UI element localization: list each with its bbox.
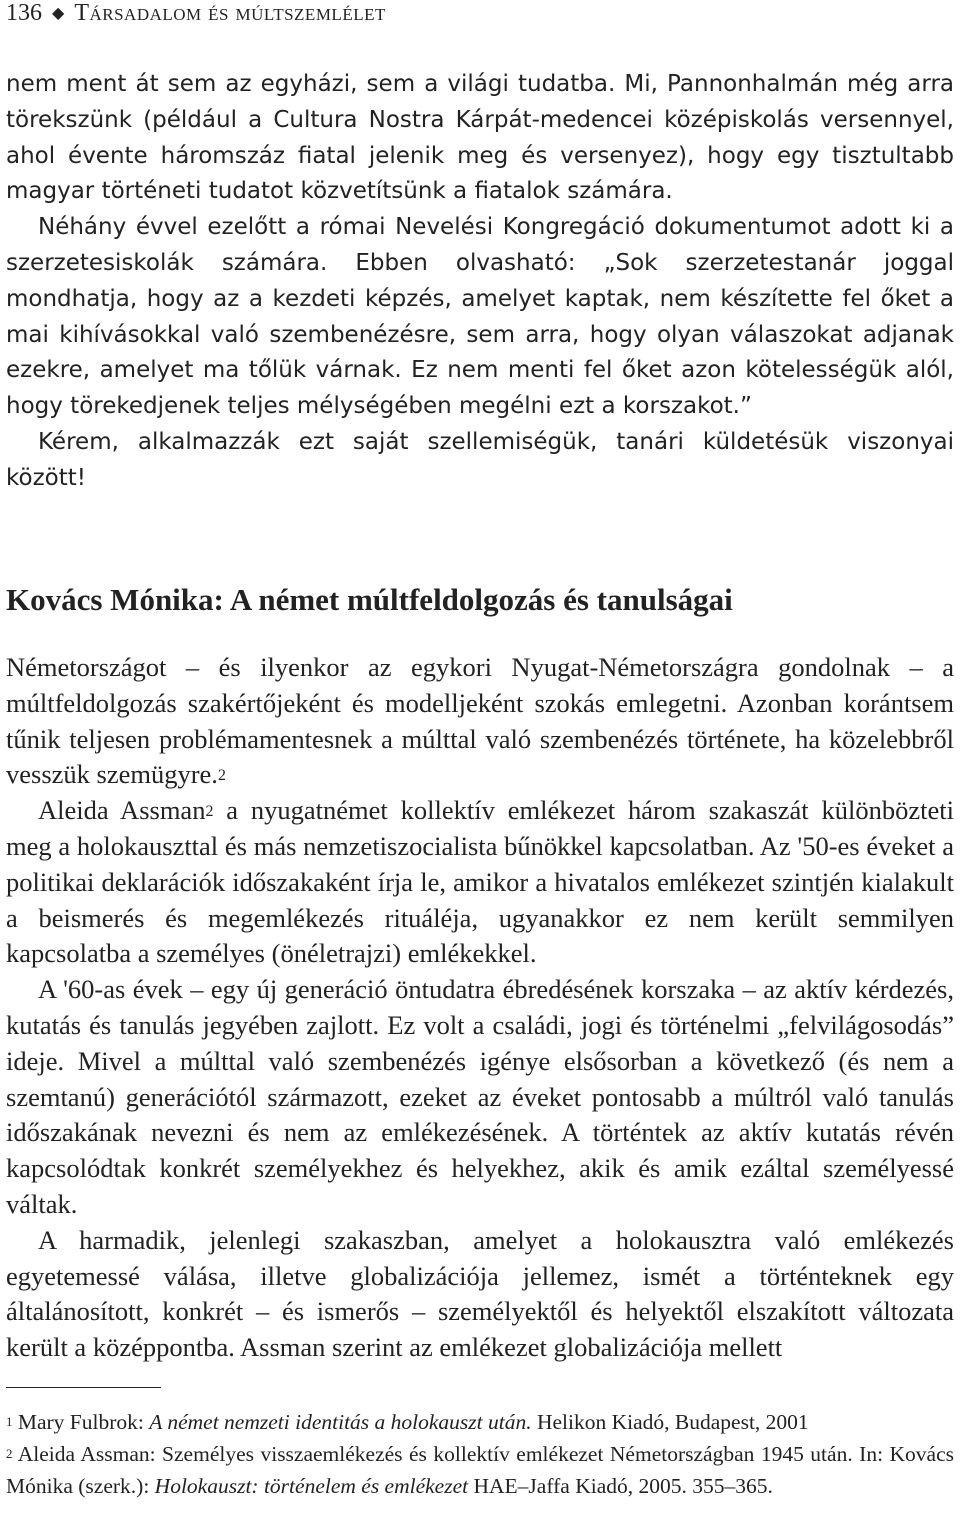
section-text — [6, 650, 954, 1366]
footnote-number: 1 — [6, 1415, 13, 1430]
footnote-1 — [6, 1406, 954, 1438]
section-paragraph-3: A '60-as évek – egy új generáció öntudatra ébredésének korszaka – az aktív kérdezés, kutatás és tanulás jegyében zajlott. Ez volt a családi, jogi és történelmi „felvilágosodás” ideje. Mivel a múlttal való szembenézés igénye elsősorban a következő (és nem a szemtanú) generációtól származott, ezeket az éveket pontosabb a múltról való tanulás időszakának nevezni és nem az emlékezésének. A történtek az aktív kutatás révén kapcsolódtak konkrét személyekhez és helyekhez, akik és amik ezáltal személyessé váltak. — [6, 974, 954, 1219]
page-number: 136 — [6, 0, 42, 26]
footnote-title: Holokauszt: történelem és emlékezet — [154, 1474, 469, 1498]
section-paragraph-2 — [6, 793, 954, 972]
section-paragraph-4: A harmadik, jelenlegi szakaszban, amelyet a holokausztra való emlékezés egyetemessé válása, illetve globalizációja jellemez, ismét a történteknek egy általánosított, konkrét – és ismerős – személyektől és helyektől elszakított változata került a középpontba. Assman szerint az emlékezet globalizációja mellett — [6, 1224, 954, 1363]
section-title: Kovács Mónika: A német múltfeldolgozás és tanulságai — [6, 582, 733, 617]
section-paragraph-2-text: a nyugatnémet kollektív emlékezet három szakaszát különbözteti meg a holokauszttal és más nemzetiszocialista bűnökkel kapcsolatban. Az '50-es éveket a politikai deklarációk időszakaként írja le, amikor a hivatalos emlékezet szintjén kialakult a beismerés és megemlékezés rituáléja, ugyanakkor ez nem került semmilyen kapcsolatba a személyes (önéletrajzi) emlékekkel. — [6, 795, 955, 969]
author-name: Aleida Assman — [38, 795, 206, 826]
footnote-text: HAE–Jaffa Kiadó, 2005. 355–365. — [468, 1474, 773, 1498]
intro-text — [6, 67, 954, 497]
section-paragraph-1-text: Németországot – és ilyenkor az egykori Nyugat-Németországra gondolnak – a múltfeldolgozás szakértőjeként és modelljeként szokás emlegetni. Azonban korántsem tűnik teljesen problémamentesnek a múlttal való szembenézés története, ha közelebbről vesszük szemügyre. — [6, 652, 954, 790]
footnote-2 — [6, 1438, 954, 1502]
diamond-separator-icon: ◆ — [52, 5, 65, 22]
footnote-ref: 2 — [217, 767, 226, 785]
intro-paragraph-3: Kérem, alkalmazzák ezt saját szellemiségük, tanári küldetésük viszonyai között! — [6, 428, 954, 491]
section-paragraph-1 — [6, 650, 954, 793]
running-title: Társadalom és múltszemlélet — [74, 0, 386, 26]
running-header — [6, 0, 386, 28]
footnote-ref: 2 — [205, 803, 214, 821]
intro-paragraph-2: Néhány évvel ezelőtt a római Nevelési Kongregáció dokumentumot adott ki a szerzetesiskolák számára. Ebben olvasható: „Sok szerzetestanár joggal mondhatja, hogy az a kezdeti képzés, amelyet kaptak, nem készítette fel őket a mai kihívásokkal való szembenézésre, sem arra, hogy olyan válaszokat adjanak ezekre, amelyet ma tőlük várnak. Ez nem menti fel őket azon kötelességük alól, hogy törekedjenek teljes mélységében megélni ezt a korszakot.” — [6, 214, 954, 420]
footnotes — [6, 1406, 954, 1502]
footnote-title: A német nemzeti identitás a holokauszt után. — [149, 1410, 532, 1434]
footnote-text: Helikon Kiadó, Budapest, 2001 — [531, 1410, 809, 1434]
footnote-divider — [6, 1387, 161, 1388]
footnote-text: Mary Fulbrok: — [17, 1410, 150, 1434]
footnote-text: Aleida Assman: Személyes visszaemlékezés és kollektív emlékezet Németországban 1945 után. In: Kovács Mónika (szerk.): — [6, 1442, 954, 1498]
footnote-number: 2 — [6, 1447, 13, 1462]
intro-paragraph-1: nem ment át sem az egyházi, sem a világi tudatba. Mi, Pannonhalmán még arra törekszünk (például a Cultura Nostra Kárpát-medencei középiskolás versennyel, ahol évente háromszáz fiatal jelenik meg és versenyez), hogy egy tisztultabb magyar történeti tudatot közvetítsünk a fiatalok számára. — [6, 71, 954, 205]
